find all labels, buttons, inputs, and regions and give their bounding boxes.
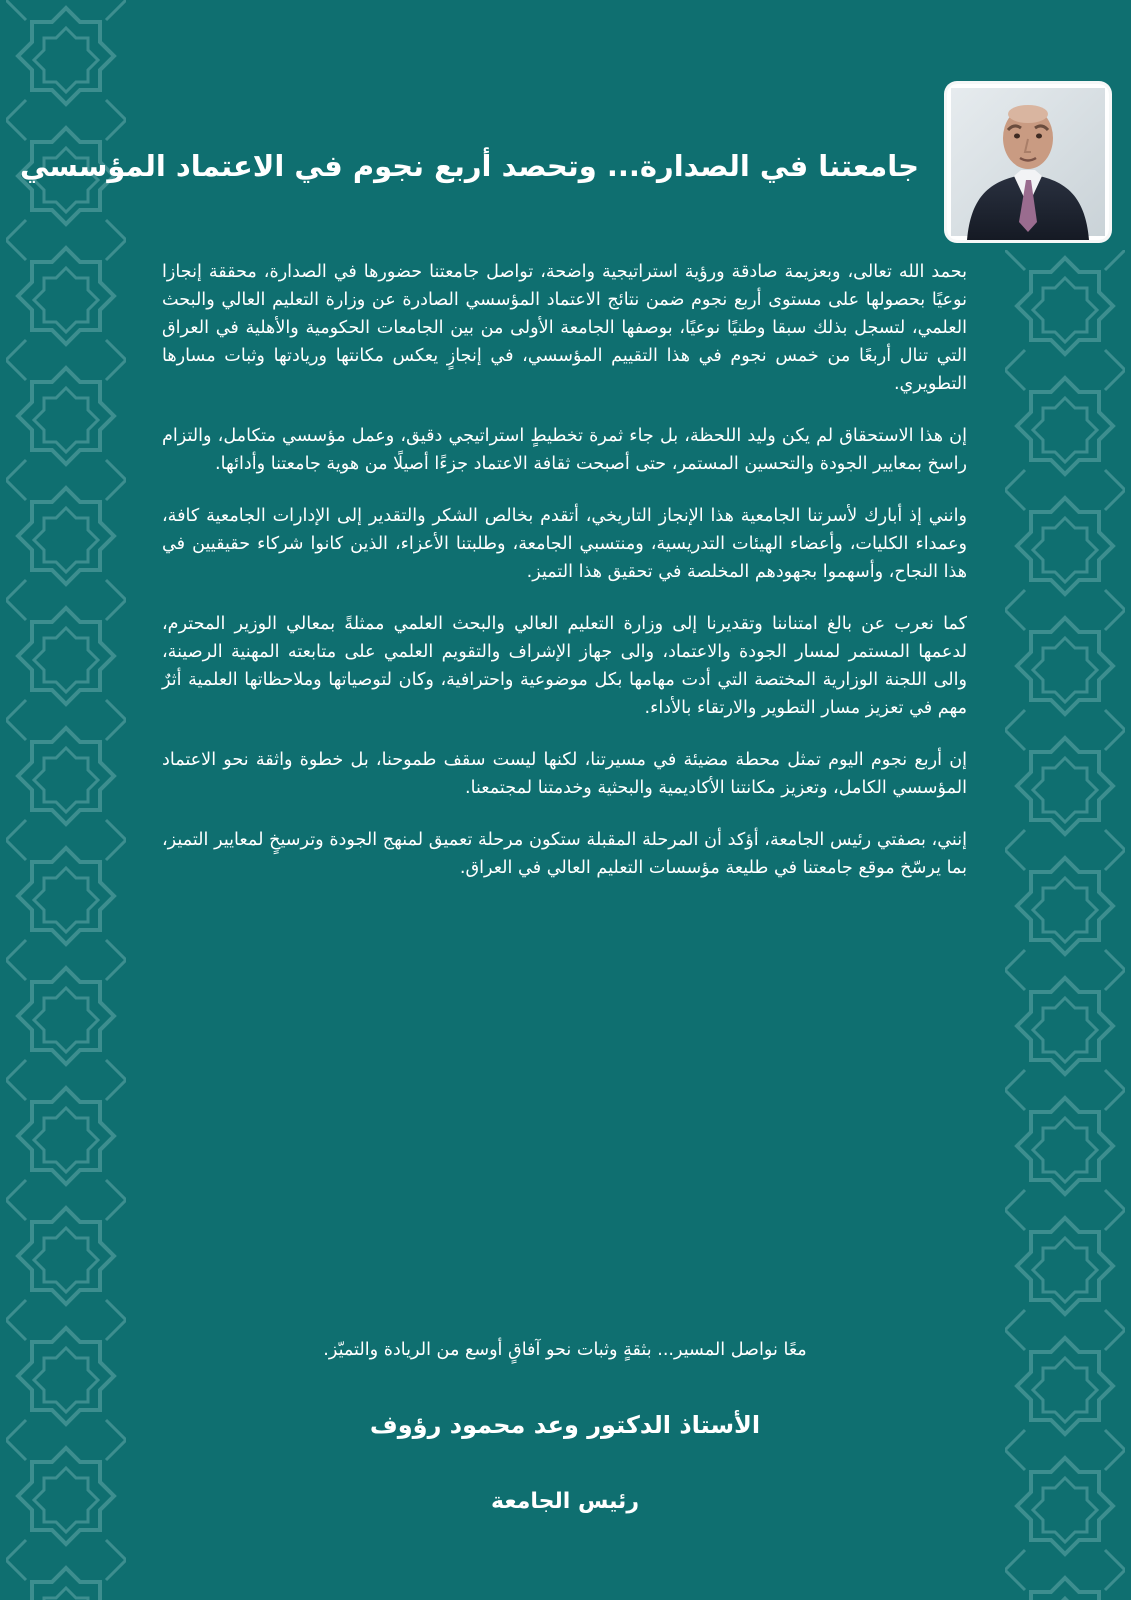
paragraph-6: إنني، بصفتي رئيس الجامعة، أؤكد أن المرحلة المقبلة ستكون مرحلة تعميق لمنهج الجودة وترسيخٍ لمعايير التميز، بما يرسّخ موقع جامعتنا في طليعة مؤسسات التعليم العالي في العراق. [162,830,967,878]
paragraph-1: بحمد الله تعالى، وبعزيمة صادقة ورؤية استراتيجية واضحة، تواصل جامعتنا حضورها في الصدارة، محققة إنجازا نوعيًا بحصولها على مستوى أربع نجوم ضمن نتائج الاعتماد المؤسسي الصادرة عن وزارة التعليم العالي والبحث العلمي، لتسجل بذلك سبقا وطنيًا نوعيًا، بوصفها الجامعة الأولى من بين الجامعات الحكومية والأهلية في العراق التي تنال أربعًا من خمس نجوم في هذا التقييم المؤسسي، في إنجازٍ يعكس مكانتها وريادتها وثبات مسارها التطويري. [162,262,967,394]
right-decorative-border [1005,250,1125,1600]
paragraph-3: وانني إذ أبارك لأسرتنا الجامعية هذا الإنجاز التاريخي، أتقدم بخالص الشكر والتقدير إلى الإدارات الجامعية كافة، وعمداء الكليات، وأعضاء الهيئات التدريسية، ومنتسبي الجامعة، وطلبتنا الأعزاء، الذين كانوا شركاء حقيقيين في هذا النجاح، وأسهموا بجهودهم المخلصة في تحقيق هذا التميز. [162,506,967,582]
page-title: جامعتنا في الصدارة... وتحصد أربع نجوم في الاعتماد المؤسسي [20,149,919,183]
paragraph-5: إن أربع نجوم اليوم تمثل محطة مضيئة في مسيرتنا، لكنها ليست سقف طموحنا، بل خطوة واثقة نحو الاعتماد المؤسسي الكامل، وتعزيز مكانتنا الأكاديمية والبحثية وخدمتنا لمجتمعنا. [162,750,967,798]
left-decorative-border [6,0,126,1600]
main-content [20,0,980,1600]
signatory-name: الأستاذ الدكتور وعد محمود رؤوف [369,1411,761,1439]
article-body [162,258,967,882]
geometric-star-pattern-icon [6,0,126,1600]
paragraph-4: كما نعرب عن بالغ امتناننا وتقديرنا إلى وزارة التعليم العالي والبحث العلمي ممثلةً بمعالي الوزير المحترم، لدعمها المستمر لمسار الجودة والاعتماد، والى جهاز الإشراف والتقويم العلمي على متابعته المهنية الرصينة، والى اللجنة الوزارية المختصة التي أدت مهامها بكل موضوعية واحترافية، وكان لتوصياتها وملاحظاتها العلمية أثرٌ مهم في تعزيز مسار التطوير والارتقاء بالأداء. [162,614,967,718]
paragraph-2: إن هذا الاستحقاق لم يكن وليد اللحظة، بل جاء ثمرة تخطيطٍ استراتيجي دقيق، وعمل مؤسسي متكامل، والتزام راسخ بمعايير الجودة والتحسين المستمر، حتى أصبحت ثقافة الاعتماد جزءًا أصيلًا من هوية جامعتنا وأدائها. [162,426,967,474]
signatory-title: رئيس الجامعة [491,1489,639,1514]
closing-line: معًا نواصل المسير... بثقةٍ وثبات نحو آفاقٍ أوسع من الريادة والتميّز. [323,1340,807,1360]
geometric-star-pattern-icon [1005,250,1125,1600]
